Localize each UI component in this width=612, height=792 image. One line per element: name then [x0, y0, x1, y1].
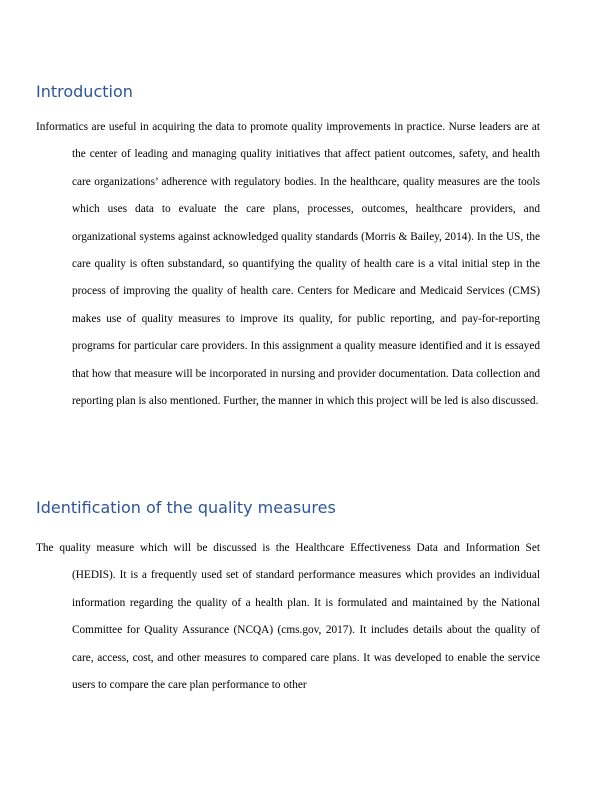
section-paragraph-identification: The quality measure which will be discussed is the Healthcare Effectiveness Data and Information Set (HEDIS). It is a frequently used set of standard performance measures which provides an individual information regarding the quality of a health plan. It is formulated and maintained by the National Committee for Quality Assurance (NCQA) (cms.gov, 2017). It includes details about the quality of care, access, cost, and other measures to compared care plans. It was developed to enable the service users to compare the care plan performance to other: [36, 542, 540, 692]
section-paragraph-introduction: Informatics are useful in acquiring the data to promote quality improvements in practice. Nurse leaders are at the center of leading and managing quality initiatives that affect patient outcomes, safety, and health care organizations’ adherence with regulatory bodies. In the healthcare, quality measures are the tools which uses data to evaluate the care plans, processes, outcomes, healthcare providers, and organizational systems against acknowledged quality standards (Morris & Bailey, 2014). In the US, the care quality is often substandard, so quantifying the quality of health care is a vital initial step in the process of improving the quality of health care. Centers for Medicare and Medicaid Services (CMS) makes use of quality measures to improve its quality, for public reporting, and pay-for-reporting programs for particular care providers. In this assignment a quality measure identified and it is essayed that how that measure will be incorporated in nursing and provider documentation. Data collection and reporting plan is also mentioned. Further, the manner in which this project will be led is also discussed.: [36, 121, 540, 408]
section-heading-identification: Identification of the quality measures: [36, 498, 336, 517]
section-heading-introduction: Introduction: [36, 82, 133, 101]
